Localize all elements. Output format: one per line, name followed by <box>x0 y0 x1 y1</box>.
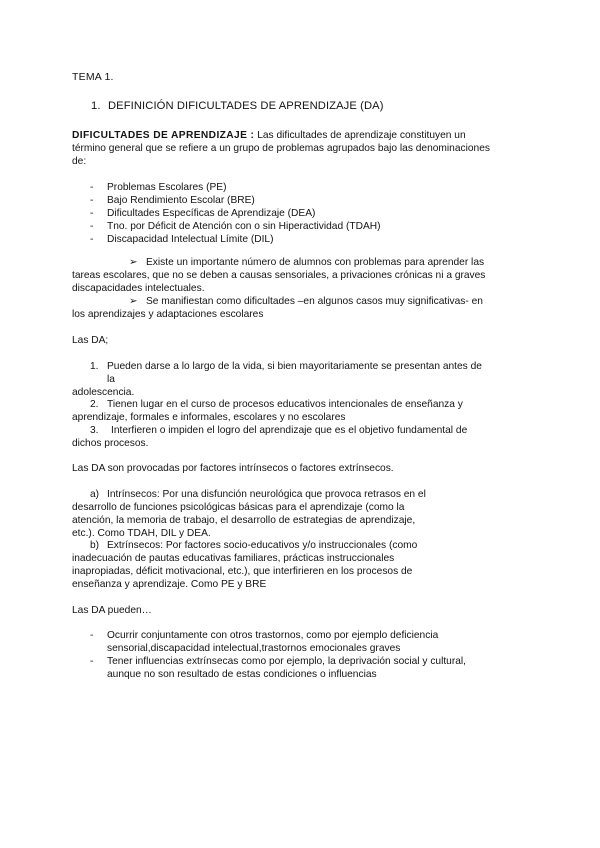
definition-first-line <box>72 130 466 142</box>
numbered-item-text: Interfieren o impiden el logro del aprendizaje que es el objetivo fundamental de <box>111 425 468 436</box>
factor-text: atención, la memoria de trabajo, el desarrollo de estrategias de aprendizaje, <box>72 515 416 526</box>
list-number: 3. <box>90 425 99 436</box>
arrow-bullet-icon: ➢ <box>129 296 138 307</box>
definition-line: de: <box>72 156 87 167</box>
pueden-item-text: aunque no son resultado de estas condiciones o influencias <box>107 669 377 680</box>
numbered-item-text: aprendizaje, formales e informales, escolares y no escolares <box>72 412 346 423</box>
section-heading: DEFINICIÓN DIFICULTADES DE APRENDIZAJE (DA) <box>108 100 384 112</box>
list-letter: a) <box>90 489 100 500</box>
list-item: Dificultades Específicas de Aprendizaje (DEA) <box>107 208 316 219</box>
pueden-item-text: sensorial,discapacidad intelectual,trastornos emocionales graves <box>107 643 401 654</box>
las-da-intro: Las DA; <box>72 335 109 346</box>
numbered-item-text: dichos procesos. <box>72 438 149 449</box>
arrow-point-text: los aprendizajes y adaptaciones escolares <box>72 309 264 320</box>
factor-text: desarrollo de funciones psicológicas básicas para el aprendizaje (como la <box>72 502 405 513</box>
pueden-item-text: Ocurrir conjuntamente con otros trastornos, como por ejemplo deficiencia <box>107 630 439 641</box>
arrow-point-text: discapacidades intelectuales. <box>72 283 205 294</box>
factor-text: inapropiadas, déficit motivacional, etc.), que interfirieren en los procesos de <box>72 566 413 577</box>
factor-text: Intrínsecos: Por una disfunción neurológica que provoca retrasos en el <box>107 489 426 500</box>
factor-text: Extrínsecos: Por factores socio-educativos y/o instruccionales (como <box>107 540 418 551</box>
list-item: Tno. por Déficit de Atención con o sin Hiperactividad (TDAH) <box>107 221 381 232</box>
list-dash: - <box>90 630 94 641</box>
factors-intro: Las DA son provocadas por factores intrínsecos o factores extrínsecos. <box>72 463 394 474</box>
arrow-point-text: Existe un importante número de alumnos con problemas para aprender las <box>146 257 485 268</box>
definition-text: Las dificultades de aprendizaje constituyen un <box>257 130 466 141</box>
topic-title: TEMA 1. <box>72 71 114 83</box>
factor-text: etc.). Como TDAH, DIL y DEA. <box>72 528 211 539</box>
factor-text: inadecuación de pautas educativas familiares, prácticas instruccionales <box>72 553 395 564</box>
list-dash: - <box>90 182 94 193</box>
numbered-item-text: Tienen lugar en el curso de procesos educativos intencionales de enseñanza y <box>107 399 463 410</box>
numbered-item-text: adolescencia. <box>72 387 135 398</box>
numbered-item-text: la <box>107 374 115 385</box>
pueden-intro: Las DA pueden… <box>72 605 152 616</box>
arrow-point-text: Se manifiestan como dificultades –en algunos casos muy significativas- en <box>146 296 483 307</box>
list-dash: - <box>90 656 94 667</box>
list-number: 2. <box>90 399 99 410</box>
list-item: Bajo Rendimiento Escolar (BRE) <box>107 195 255 206</box>
list-letter: b) <box>90 540 100 551</box>
list-dash: - <box>90 234 94 245</box>
list-dash: - <box>90 195 94 206</box>
pueden-item-text: Tener influencias extrínsecas como por ejemplo, la deprivación social y cultural, <box>107 656 466 667</box>
list-dash: - <box>90 208 94 219</box>
definition-term: DIFICULTADES DE APRENDIZAJE : <box>72 130 255 141</box>
list-item: Discapacidad Intelectual Límite (DIL) <box>107 234 274 245</box>
list-number: 1. <box>90 361 99 372</box>
arrow-bullet-icon: ➢ <box>129 257 138 268</box>
list-dash: - <box>90 221 94 232</box>
definition-line: término general que se refiere a un grupo de problemas agrupados bajo las denominaciones <box>72 143 490 154</box>
factor-text: enseñanza y aprendizaje. Como PE y BRE <box>72 579 267 590</box>
arrow-point-text: tareas escolares, que no se deben a causas sensoriales, a privaciones crónicas ni a graves <box>72 270 486 281</box>
numbered-item-text: Pueden darse a lo largo de la vida, si bien mayoritariamente se presentan antes de <box>107 361 482 372</box>
section-number: 1. <box>91 100 101 112</box>
list-item: Problemas Escolares (PE) <box>107 182 227 193</box>
